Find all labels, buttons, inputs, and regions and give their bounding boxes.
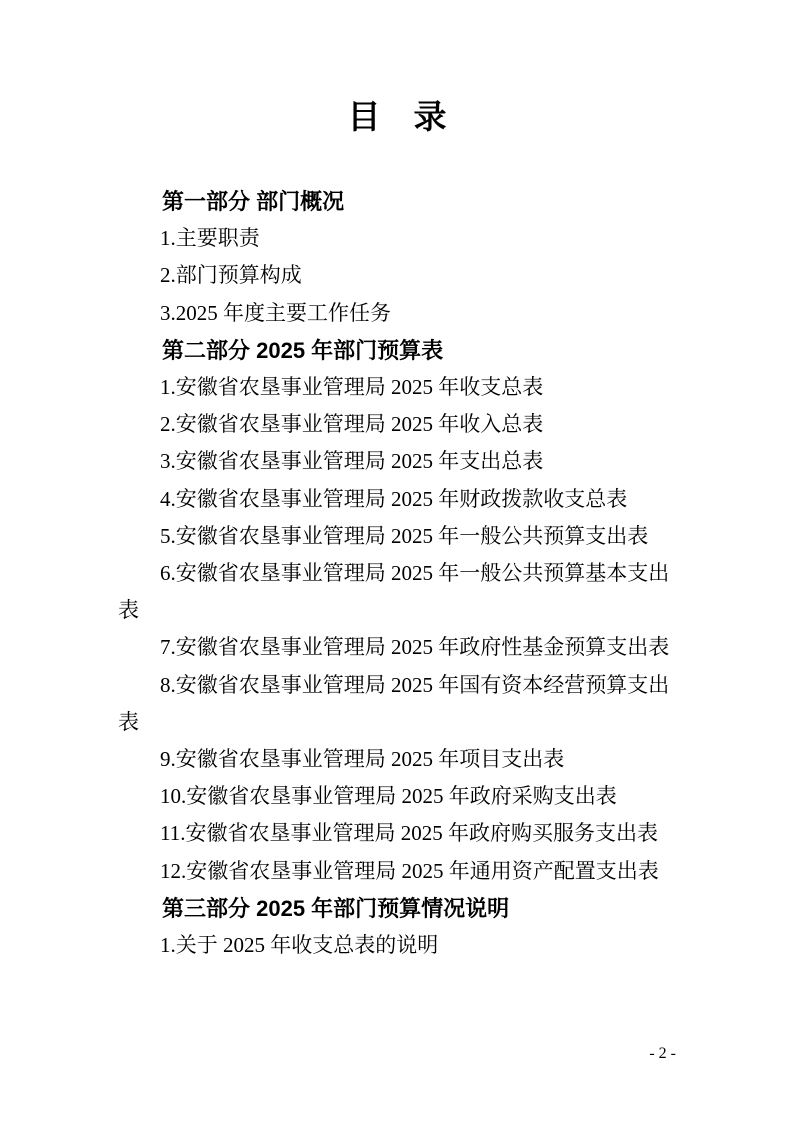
- table-of-contents: [118, 183, 676, 964]
- toc-item: 2.部门预算构成: [160, 263, 302, 288]
- toc-item: 5.安徽省农垦事业管理局 2025 年一般公共预算支出表: [160, 523, 649, 548]
- toc-item: 11.安徽省农垦事业管理局 2025 年政府购买服务支出表: [160, 821, 658, 846]
- toc-section-heading: 第二部分 2025 年部门预算表: [162, 337, 444, 363]
- toc-item: 7.安徽省农垦事业管理局 2025 年政府性基金预算支出表: [160, 635, 670, 660]
- page-footer: [633, 1024, 676, 1084]
- toc-item: 6.安徽省农垦事业管理局 2025 年一般公共预算基本支出表: [118, 561, 670, 623]
- toc-item: 1.主要职责: [160, 226, 260, 251]
- toc-item: 1.安徽省农垦事业管理局 2025 年收支总表: [160, 375, 544, 400]
- toc-item: 2.安徽省农垦事业管理局 2025 年收入总表: [160, 412, 544, 437]
- toc-section-heading: 第一部分 部门概况: [162, 189, 345, 214]
- toc-item: 1.关于 2025 年收支总表的说明: [160, 933, 439, 958]
- toc-item: 3.2025 年度主要工作任务: [160, 300, 391, 325]
- toc-item: 8.安徽省农垦事业管理局 2025 年国有资本经营预算支出表: [118, 672, 670, 734]
- page-title: 目 录: [347, 98, 447, 135]
- toc-item: 9.安徽省农垦事业管理局 2025 年项目支出表: [160, 747, 565, 772]
- page-number: - 2 -: [649, 1045, 676, 1062]
- toc-item: 12.安徽省农垦事业管理局 2025 年通用资产配置支出表: [160, 858, 659, 883]
- toc-section-heading: 第三部分 2025 年部门预算情况说明: [162, 895, 510, 921]
- toc-item: 10.安徽省农垦事业管理局 2025 年政府采购支出表: [160, 784, 617, 809]
- toc-item: 3.安徽省农垦事业管理局 2025 年支出总表: [160, 449, 544, 474]
- toc-item: 4.安徽省农垦事业管理局 2025 年财政拨款收支总表: [160, 486, 628, 511]
